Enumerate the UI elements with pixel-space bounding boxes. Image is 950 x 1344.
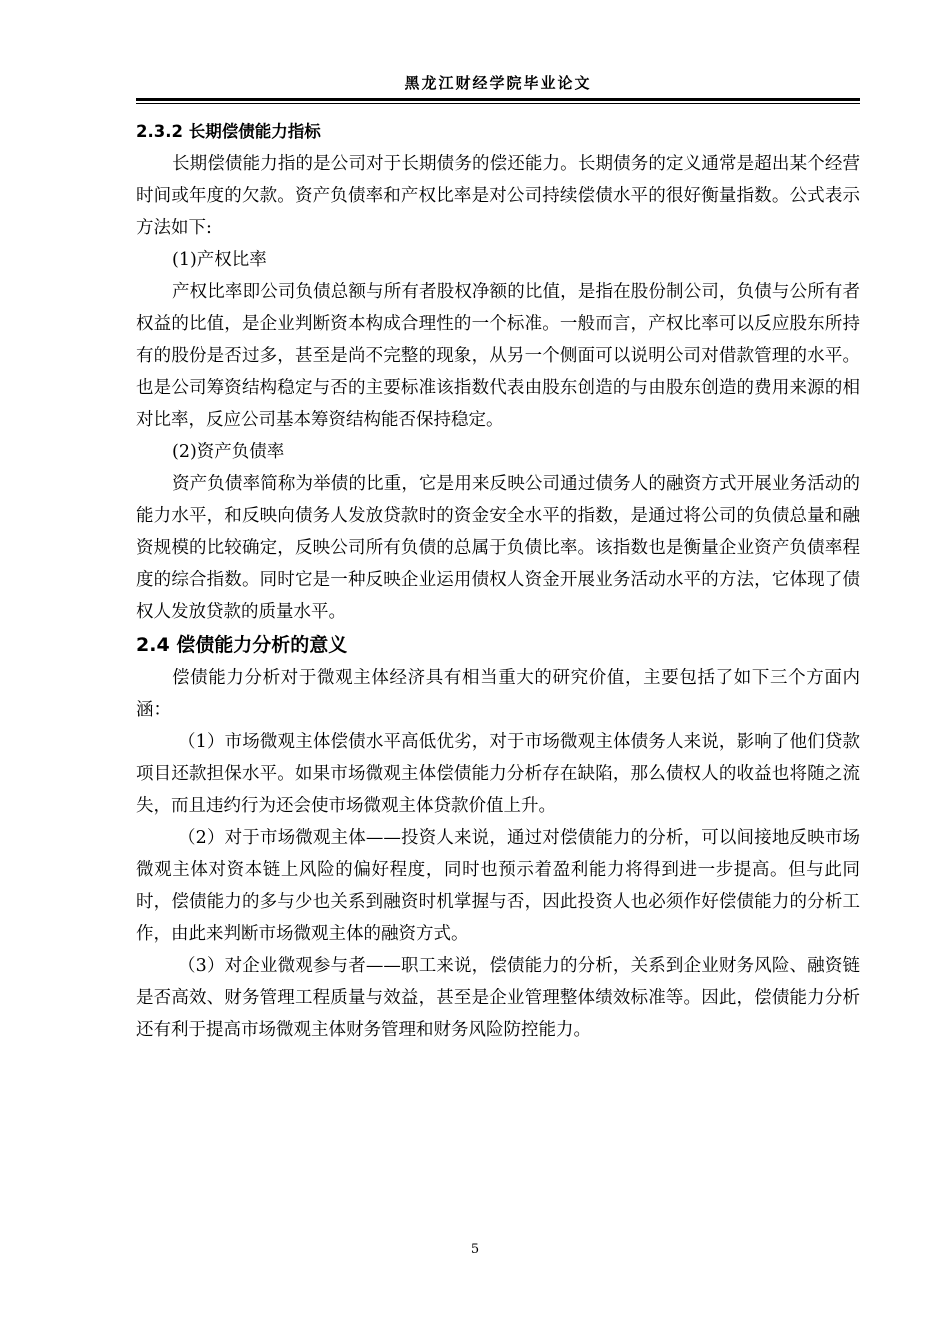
subsection-title-debt-ratio: (2)资产负债率: [172, 442, 285, 462]
running-header: 黑龙江财经学院毕业论文: [404, 74, 592, 92]
section-2-4-intro: 偿债能力分析对于微观主体经济具有相当重大的研究价值，主要包括了如下三个方面内涵：: [136, 668, 860, 720]
debt-ratio-paragraph: 资产负债率简称为举债的比重，它是用来反映公司通过债务人的融资方式开展业务活动的能力水平，和反映向债务人发放贷款时的资金安全水平的指数，是通过将公司的负债总量和融资规模的比较确定，反映公司所有负债的总属于负债比率。该指数也是衡量企业资产负债率程度的综合指数。同时它是一种反映企业运用债权人资金开展业务活动水平的方法，它体现了债权人发放贷款的质量水平。: [136, 474, 860, 622]
page-number: 5: [470, 1242, 480, 1257]
header-rule-thin: [136, 103, 860, 104]
subsection-title-equity-ratio: (1)产权比率: [172, 250, 267, 270]
section-heading-2-3-2: 2.3.2 长期偿债能力指标: [136, 122, 321, 141]
section-heading-2-4: 2.4 偿债能力分析的意义: [136, 634, 348, 656]
equity-ratio-paragraph: 产权比率即公司负债总额与所有者股权净额的比值，是指在股份制公司，负债与公所有者权益的比值，是企业判断资本构成合理性的一个标准。一般而言，产权比率可以反应股东所持有的股份是否过多，甚至是尚不完整的现象，从另一个侧面可以说明公司对借款管理的水平。也是公司筹资结构稳定与否的主要标准该指数代表由股东创造的与由股东创造的费用来源的相对比率，反应公司基本筹资结构能否保持稳定。: [136, 282, 860, 430]
list-item-2: （2）对于市场微观主体——投资人来说，通过对偿债能力的分析，可以间接地反映市场微观主体对资本链上风险的偏好程度，同时也预示着盈利能力将得到进一步提高。但与此同时，偿债能力的多与少也关系到融资时机掌握与否，因此投资人也必须作好偿债能力的分析工作，由此来判断市场微观主体的融资方式。: [136, 828, 860, 944]
list-item-3: （3）对企业微观参与者——职工来说，偿债能力的分析，关系到企业财务风险、融资链是否高效、财务管理工程质量与效益，甚至是企业管理整体绩效标准等。因此，偿债能力分析还有利于提高市场微观主体财务管理和财务风险防控能力。: [136, 956, 860, 1040]
list-item-1: （1）市场微观主体偿债水平高低优劣，对于市场微观主体债务人来说，影响了他们贷款项目还款担保水平。如果市场微观主体偿债能力分析存在缺陷，那么债权人的收益也将随之流失，而且违约行为还会使市场微观主体贷款价值上升。: [136, 732, 860, 816]
header-rule-thick: [136, 98, 860, 101]
section-2-3-2-intro: 长期偿债能力指的是公司对于长期债务的偿还能力。长期债务的定义通常是超出某个经营时间或年度的欠款。资产负债率和产权比率是对公司持续偿债水平的很好衡量指数。公式表示方法如下:: [136, 154, 860, 238]
document-body: [136, 116, 860, 1046]
